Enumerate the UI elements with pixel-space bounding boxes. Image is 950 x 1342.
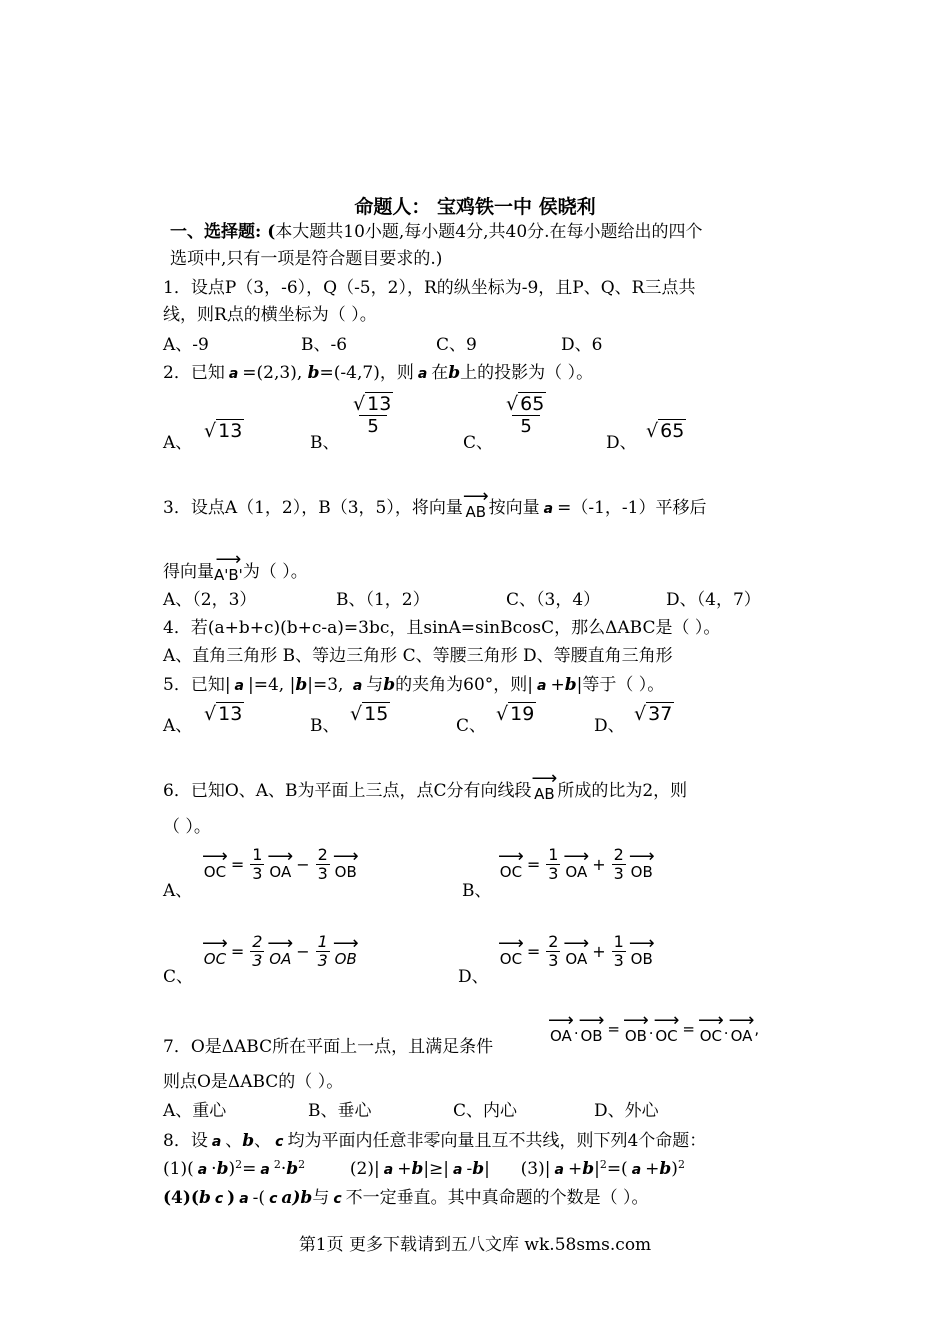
- q5-text-pre: 5．已知|: [163, 675, 231, 695]
- vector-ob: ⟶ OB: [578, 1010, 605, 1045]
- denominator: 3: [252, 864, 263, 883]
- vector-label: OA: [565, 949, 588, 968]
- vector-b-symbol: b: [198, 1188, 211, 1208]
- q6-line-1: [163, 768, 688, 803]
- vector-a-symbol: a: [211, 1134, 222, 1150]
- q5-option-b-value: [350, 703, 390, 725]
- fraction: [250, 933, 264, 970]
- vector-a-symbol: a: [352, 678, 363, 694]
- q2-option-c-value: [503, 393, 549, 437]
- superscript: 2: [599, 1158, 607, 1171]
- q7-text-pre: 7．O是ΔABC所在平面上一点，且满足条件: [163, 1037, 494, 1057]
- prop-3-text: +: [567, 1159, 583, 1179]
- prop-1-text: ·: [280, 1159, 287, 1179]
- q8-line-1: [163, 1130, 706, 1153]
- prop-3-text: ): [671, 1159, 678, 1179]
- prop-3-text: (3)|: [520, 1159, 551, 1179]
- fraction: [612, 933, 626, 970]
- section-heading: 一、选择题:: [170, 222, 262, 242]
- vector-a-symbol: a: [383, 1162, 394, 1178]
- vector-oa: ⟶ OA: [563, 932, 590, 968]
- q2-option-d-value: [646, 420, 686, 442]
- q5-option-d-value: [634, 703, 674, 725]
- q5-text-post: |等于（ ）。: [576, 675, 665, 695]
- q6-text-post: 所成的比为2，则: [557, 781, 688, 801]
- q2-text-post: 上的投影为（ ）。: [460, 363, 594, 383]
- q2-line: [163, 362, 593, 385]
- q6-option-b-formula: [498, 846, 655, 883]
- vector-c-symbol: c: [275, 1134, 284, 1150]
- numerator: 1: [252, 845, 263, 864]
- comma: ,: [754, 1020, 760, 1038]
- q6-option-a-label: A、: [163, 881, 193, 901]
- q5-text-m5: +: [550, 675, 565, 695]
- q1-option-d: D、6: [561, 335, 603, 355]
- q1-line-1: 1．设点P（3，-6），Q（-5，2），R的纵坐标为-9，且P、Q、R三点共: [163, 278, 696, 298]
- q5-option-c-value: [496, 703, 536, 725]
- vector-ob: ⟶ OB: [628, 845, 655, 881]
- denominator: 3: [252, 951, 263, 970]
- q3-text-pre: 3．设点A（1，2），B（3，5），将向量: [163, 498, 463, 518]
- numerator: 1: [548, 845, 559, 864]
- equals-sign: =: [526, 855, 541, 874]
- numerator: 2: [613, 845, 624, 864]
- vector-ab: ⟶ AB: [531, 768, 558, 803]
- superscript: 2: [298, 1158, 306, 1171]
- equals-sign: =: [230, 942, 245, 961]
- q2-option-c-label: C、: [463, 433, 494, 453]
- vector-label: OB: [630, 862, 653, 881]
- vector-b-symbol: b: [472, 1159, 485, 1179]
- minus-sign: −: [296, 942, 310, 961]
- q5-text-m1: |=4, |: [248, 675, 296, 695]
- vector-label: AB: [465, 503, 487, 521]
- prop-4-text: 与: [312, 1188, 330, 1208]
- radical-sign: √: [353, 393, 366, 415]
- radicand: 37: [648, 703, 673, 725]
- prop-4-text: -(: [252, 1188, 266, 1208]
- dot-operator: .: [648, 1020, 654, 1038]
- page-footer: 第1页 更多下载请到五八文库 wk.58sms.com: [298, 1235, 652, 1255]
- q5-text-m2: |=3,: [307, 675, 349, 695]
- vector-b-symbol: b: [307, 363, 320, 383]
- vector-oa: ⟶ OA: [267, 845, 294, 881]
- prop-2-text: -: [466, 1159, 473, 1179]
- q2-text-mid2: =(-4,7)，则: [319, 363, 414, 383]
- vector-label: OC: [655, 1027, 678, 1045]
- q3-option-d: D、（4，7）: [666, 590, 761, 610]
- numerator: 2: [548, 932, 559, 951]
- radicand: 19: [510, 703, 535, 725]
- minus-sign: −: [296, 855, 310, 874]
- dot-operator: .: [723, 1020, 729, 1038]
- q2-text-mid3: 在: [431, 363, 449, 383]
- vector-b-symbol: b: [286, 1159, 299, 1179]
- denominator: 3: [548, 951, 559, 970]
- q1-option-a: A、-9: [163, 335, 209, 355]
- vector-b-symbol: b: [448, 363, 461, 383]
- radicand: 13: [367, 393, 392, 415]
- equals-sign: =: [682, 1020, 695, 1038]
- superscript: 2: [677, 1158, 685, 1171]
- q1-line-2: 线，则R点的横坐标为（ ）。: [163, 305, 377, 325]
- q2-option-b-value: [350, 393, 396, 437]
- vector-oc: ⟶ OC: [653, 1010, 680, 1045]
- q6-option-c-label: C、: [163, 967, 194, 987]
- vector-oc: ⟶ OC: [202, 932, 228, 968]
- plus-sign: +: [592, 942, 606, 961]
- vector-label: OC: [499, 862, 523, 881]
- numerator: [350, 393, 396, 415]
- q1-option-c: C、9: [436, 335, 477, 355]
- fraction: [546, 846, 560, 883]
- radical-sign: √: [634, 703, 647, 725]
- numerator: [503, 393, 549, 415]
- q3-text-line2-pre: 得向量: [163, 562, 214, 582]
- prop-3-text: +: [645, 1159, 660, 1179]
- vector-oa: ⟶ OA: [728, 1010, 755, 1045]
- vector-label: OA: [269, 862, 292, 881]
- prop-2-text: +: [397, 1159, 412, 1179]
- radical-sign: √: [204, 703, 217, 725]
- vector-a-symbol: a: [543, 501, 554, 517]
- prop-1-text: ·: [211, 1159, 217, 1179]
- q7-option-d: D、外心: [594, 1101, 659, 1121]
- q3-option-b: B、（1，2）: [336, 590, 430, 610]
- fraction: [316, 846, 330, 883]
- vector-a-symbol: a: [234, 678, 244, 694]
- prop-1-text: (1)(: [163, 1159, 194, 1179]
- vector-label: OC: [203, 862, 227, 881]
- fraction: [316, 933, 330, 970]
- vector-a-symbol: a: [260, 1162, 270, 1178]
- fraction: [250, 846, 264, 883]
- q2-option-a-label: A、: [163, 433, 193, 453]
- section-description-1: 本大题共10小题,每小题4分,共40分.在每小题给出的四个: [275, 222, 703, 242]
- q5-option-a-value: [204, 703, 244, 725]
- vector-label: OA: [565, 862, 588, 881]
- q7-option-a: A、重心: [163, 1101, 227, 1121]
- vector-label: OB: [334, 862, 357, 881]
- section-description-2: 选项中,只有一项是符合题目要求的.): [170, 249, 443, 269]
- numerator: 1: [317, 932, 328, 951]
- vector-c-symbol: c: [269, 1191, 278, 1207]
- separator: 、: [254, 1131, 272, 1151]
- vector-label: OA: [269, 949, 292, 968]
- prop-4-text: (4)(: [163, 1188, 199, 1208]
- prop-4-text: ): [227, 1188, 236, 1208]
- vector-a-prime-b-prime: ⟶ A'B': [214, 549, 243, 584]
- fraction: [612, 846, 626, 883]
- q6-line-2: （ ）。: [163, 817, 211, 837]
- vector-ob: ⟶ OB: [332, 932, 359, 968]
- vector-b-symbol: b: [216, 1159, 229, 1179]
- vector-ob: ⟶ OB: [622, 1010, 649, 1045]
- vector-c-symbol: c: [333, 1191, 342, 1207]
- q6-text-pre: 6．已知O、A、B为平面上三点，点C分有向线段: [163, 781, 532, 801]
- q4-options: A、直角三角形 B、等边三角形 C、等腰三角形 D、等腰直角三角形: [163, 646, 673, 666]
- q5-option-d-label: D、: [594, 716, 625, 736]
- q6-option-b-label: B、: [462, 881, 492, 901]
- prop-4-text: a)b: [281, 1188, 313, 1208]
- radical-sign: √: [496, 703, 509, 725]
- vector-label: OB: [580, 1027, 603, 1045]
- dot-operator: .: [573, 1020, 579, 1038]
- vector-label: OA: [730, 1027, 753, 1045]
- q5-option-b-label: B、: [310, 716, 340, 736]
- vector-b-symbol: b: [242, 1131, 255, 1151]
- vector-label: OB: [630, 949, 653, 968]
- q6-option-c-formula: [202, 933, 359, 970]
- q3-text-mid: 按向量: [488, 498, 540, 518]
- q4-line-1: 4．若(a+b+c)(b+c-a)=3bc，且sinA=sinBcosC，那么ΔABC是（ ）。: [163, 618, 721, 638]
- q8-propositions-1-3: [163, 1158, 685, 1181]
- q1-option-b: B、-6: [301, 335, 348, 355]
- radicand: 65: [660, 420, 685, 442]
- prop-3-text: =(: [606, 1159, 628, 1179]
- denominator: 5: [512, 415, 539, 437]
- q6-option-d-formula: [498, 933, 655, 970]
- vector-oc: ⟶ OC: [498, 932, 524, 968]
- vector-a-symbol: a: [239, 1191, 249, 1207]
- equals-sign: =: [230, 855, 245, 874]
- superscript: 2: [235, 1158, 243, 1171]
- vector-b-symbol: b: [659, 1159, 672, 1179]
- q7-line-2: 则点O是ΔABC的（ ）。: [163, 1072, 344, 1092]
- vector-label: OC: [499, 949, 523, 968]
- page-title: 命题人： 宝鸡铁一中 侯晓利: [354, 196, 596, 218]
- vector-b-symbol: b: [411, 1159, 424, 1179]
- q2-text-mid1: =(2,3),: [242, 363, 308, 383]
- vector-ab: ⟶ AB: [462, 486, 489, 521]
- fraction: [546, 933, 560, 970]
- q7-option-b: B、垂心: [308, 1101, 372, 1121]
- vector-oa: ⟶ OA: [563, 845, 590, 881]
- vector-b-symbol: b: [295, 675, 308, 695]
- q2-option-b-label: B、: [310, 433, 340, 453]
- denominator: 3: [613, 951, 624, 970]
- numerator: 2: [252, 932, 263, 951]
- denominator: 3: [613, 864, 624, 883]
- vector-label: A'B': [214, 566, 243, 584]
- vector-ob: ⟶ OB: [332, 845, 359, 881]
- superscript: 2: [273, 1158, 281, 1171]
- q8-proposition-4: [163, 1187, 649, 1210]
- denominator: 3: [548, 864, 559, 883]
- vector-a-symbol: a: [197, 1162, 208, 1178]
- q2-option-a-value: [204, 420, 244, 442]
- vector-b-symbol: b: [564, 675, 577, 695]
- vector-oa: ⟶ OA: [267, 932, 294, 968]
- denominator: 3: [317, 951, 328, 970]
- numerator: 1: [613, 932, 624, 951]
- prop-3-text: |: [594, 1159, 600, 1179]
- q8-text-pre: 8．设: [163, 1131, 208, 1151]
- paren-open: (: [261, 222, 276, 242]
- prop-2-text: |: [484, 1159, 490, 1179]
- q7-condition-formula: [548, 1010, 760, 1045]
- equals-sign: =: [526, 942, 541, 961]
- radical-sign: √: [506, 393, 519, 415]
- radical-sign: √: [350, 703, 363, 725]
- q2-text-pre: 2．已知: [163, 363, 225, 383]
- q5-text-m3: 与: [366, 675, 384, 695]
- vector-oc: ⟶ OC: [498, 845, 524, 881]
- radical-sign: √: [204, 420, 217, 442]
- vector-oc: ⟶ OC: [202, 845, 228, 881]
- vector-a-symbol: a: [417, 366, 428, 382]
- q2-option-d-label: D、: [606, 433, 637, 453]
- q3-option-a: A、（2，3）: [163, 590, 257, 610]
- radicand: 65: [520, 393, 545, 415]
- q6-option-d-label: D、: [458, 967, 489, 987]
- prop-1-text: =: [242, 1159, 257, 1179]
- q7-line-1: [163, 1036, 493, 1058]
- radicand: 13: [218, 703, 243, 725]
- q5-option-c-label: C、: [456, 716, 487, 736]
- equals-sign: =: [607, 1020, 620, 1038]
- vector-label: OB: [624, 1027, 647, 1045]
- q3-text-post: =（-1，-1）平移后: [557, 498, 707, 518]
- q6-option-a-formula: [202, 846, 359, 883]
- vector-a-symbol: a: [631, 1162, 642, 1178]
- q3-line-2: [163, 549, 308, 584]
- radicand: 13: [218, 420, 243, 442]
- q5-text-m4: 的夹角为60°，则|: [395, 675, 534, 695]
- q8-text-post: 均为平面内任意非零向量且互不共线，则下列4个命题：: [287, 1131, 707, 1151]
- vector-oc: ⟶ OC: [697, 1010, 724, 1045]
- vector-a-symbol: a: [453, 1162, 463, 1178]
- radicand: 15: [364, 703, 389, 725]
- q3-text-line2-post: 为（ ）。: [242, 562, 308, 582]
- vector-label: OA: [550, 1027, 572, 1045]
- vector-label: OB: [334, 949, 357, 968]
- vector-oa: ⟶ OA: [548, 1010, 574, 1045]
- vector-label: OC: [203, 949, 227, 968]
- vector-b-symbol: b: [383, 675, 396, 695]
- vector-c-symbol: c: [214, 1191, 224, 1207]
- denominator: 5: [359, 415, 386, 437]
- q7-option-c: C、内心: [453, 1101, 518, 1121]
- plus-sign: +: [592, 855, 606, 874]
- vector-a-symbol: a: [554, 1162, 564, 1178]
- vector-a-symbol: a: [537, 678, 547, 694]
- q5-option-a-label: A、: [163, 716, 193, 736]
- vector-label: OC: [699, 1027, 723, 1045]
- numerator: 2: [317, 845, 328, 864]
- prop-2-text: |≥|: [423, 1159, 450, 1179]
- prop-2-text: (2)|: [349, 1159, 380, 1179]
- radical-sign: √: [646, 420, 659, 442]
- section-heading-line: [170, 221, 703, 243]
- q3-option-c: C、（3，4）: [506, 590, 601, 610]
- vector-b-symbol: b: [582, 1159, 595, 1179]
- separator: 、: [225, 1131, 243, 1151]
- vector-a-symbol: a: [228, 366, 239, 382]
- q5-line: [163, 674, 664, 697]
- denominator: 3: [317, 864, 328, 883]
- vector-ob: ⟶ OB: [628, 932, 655, 968]
- q3-line-1: [163, 486, 707, 521]
- prop-4-text: 不一定垂直。其中真命题的个数是（ ）。: [345, 1188, 649, 1208]
- prop-1-text: ): [228, 1159, 236, 1179]
- vector-label: AB: [534, 785, 555, 803]
